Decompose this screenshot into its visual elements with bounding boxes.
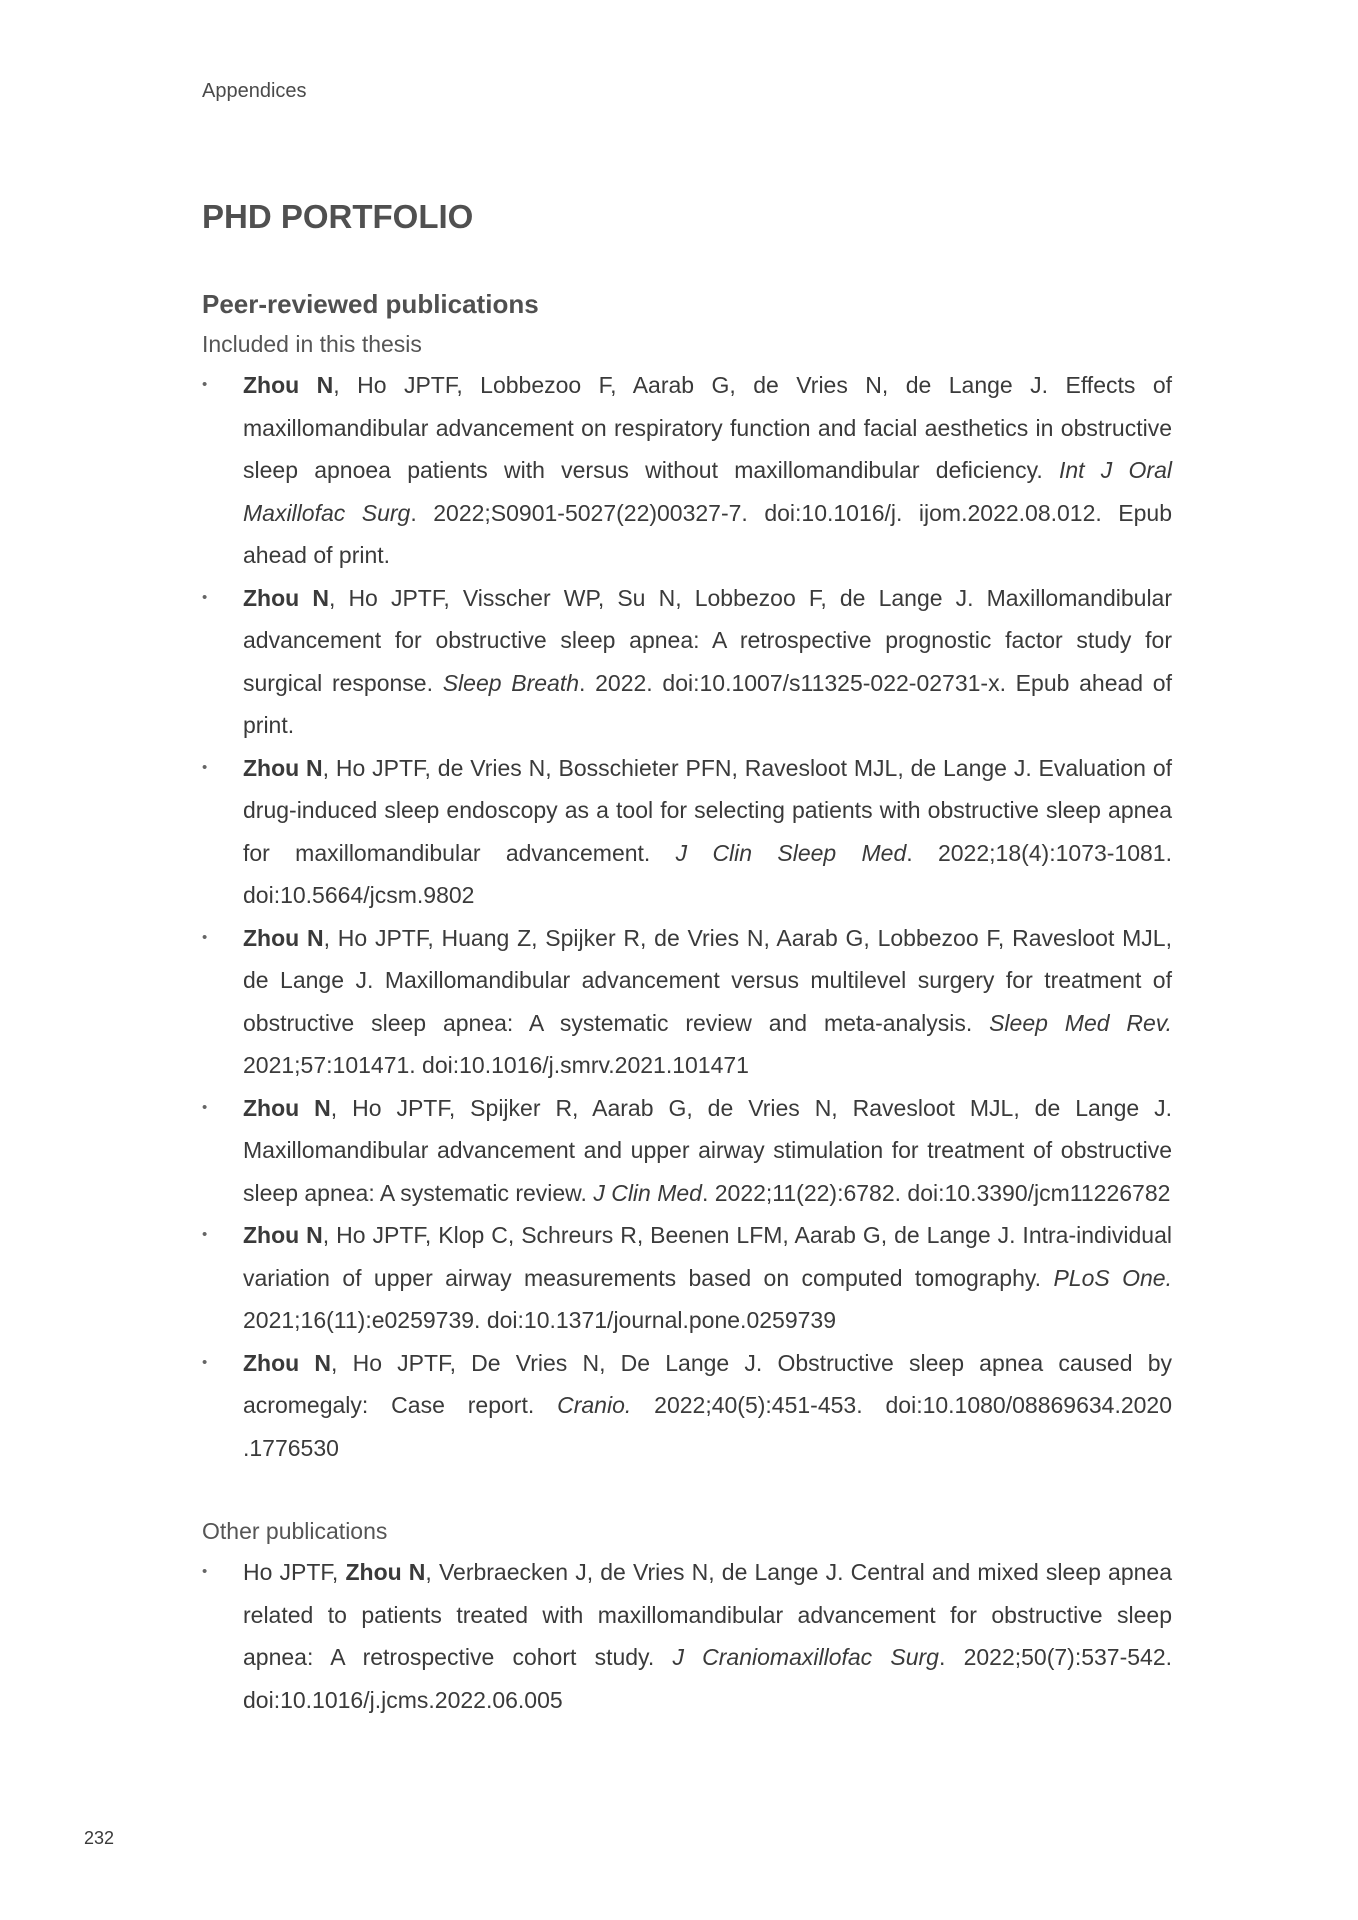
section-heading-peer-reviewed: Peer-reviewed publications [202, 289, 539, 319]
publication-list-other [202, 1551, 1172, 1721]
publication-authors-title: , Ho JPTF, De Vries N, De Lange J. Obstructive sleep apnea caused by acromegaly: Case report. [243, 1349, 1172, 1418]
publication-journal: J Craniomaxillofac Surg [672, 1644, 939, 1670]
publication-journal: Int J Oral Maxillofac Surg [243, 457, 1172, 526]
publication-bold-author: Zhou N [243, 372, 334, 398]
publication-journal: Sleep Breath [442, 669, 580, 696]
publication-bold-author: Zhou N [243, 584, 329, 611]
publication-authors-title: , Ho JPTF, Klop C, Schreurs R, Beenen LFM, Aarab G, de Lange J. Intra-individual variation of upper airway measurements based on computed tomography. [243, 1222, 1173, 1291]
publication-details: 2021;16(11):e0259739. doi:10.1371/journal.pone.0259739 [243, 1307, 836, 1333]
publication-details: . 2022. doi:10.1007/s11325-022-02731-x. Epub ahead of print. [243, 669, 1172, 738]
page-title: PHD PORTFOLIO [202, 198, 474, 235]
publication-item [202, 364, 1172, 577]
publication-journal: J Clin Sleep Med [675, 839, 907, 866]
publication-bold-author: Zhou N [243, 1349, 331, 1376]
publication-authors-title: , Ho JPTF, Lobbezoo F, Aarab G, de Vries N, de Lange J. Effects of maxillomandibular advancement on respiratory function and facial aesthetics in obstructive sleep apnoea patients with versus without maxillomandibular deficiency. [243, 372, 1173, 483]
publication-item [202, 1551, 1172, 1721]
publication-authors-title: , Ho JPTF, Huang Z, Spijker R, de Vries N, Aarab G, Lobbezoo F, Ravesloot MJL, de Lange J. Maxillomandibular advancement versus multilevel surgery for treatment of obstructive sleep apnea: A systematic review and meta-analysis. [243, 924, 1172, 1036]
page-number: 232 [84, 1828, 115, 1848]
running-head: Appendices [202, 80, 307, 102]
publication-details: 2022;40(5):451-453. doi:10.1080/08869634.2020 .1776530 [243, 1392, 1172, 1461]
publication-bold-author: Zhou N [243, 924, 324, 951]
publication-authors-title: , Ho JPTF, Spijker R, Aarab G, de Vries N, Ravesloot MJL, de Lange J. Maxillomandibular advancement and upper airway stimulation for treatment of obstructive sleep apnea: A systematic review. [243, 1094, 1172, 1206]
publication-item [202, 1214, 1172, 1342]
publication-item [202, 747, 1172, 917]
publication-authors-title: , Ho JPTF, Visscher WP, Su N, Lobbezoo F, de Lange J. Maxillomandibular advancement for obstructive sleep apnea: A retrospective prognostic factor study for surgical response. [243, 584, 1173, 696]
publication-item [202, 1087, 1172, 1215]
publication-details: . 2022;S0901-5027(22)00327-7. doi:10.1016/j. ijom.2022.08.012. Epub ahead of print. [243, 499, 1172, 568]
publication-list-included [202, 364, 1172, 1469]
publication-bold-author: Zhou N [243, 754, 323, 781]
publication-authors-title: , Verbraecken J, de Vries N, de Lange J. Central and mixed sleep apnea related to patients treated with maxillomandibular advancement for obstructive sleep apnea: A retrospective cohort study. [243, 1559, 1172, 1670]
subsection-label-included: Included in this thesis [202, 331, 422, 357]
publication-journal: J Clin Med [593, 1179, 702, 1206]
publication-journal: Cranio. [557, 1392, 632, 1418]
publication-details: 2021;57:101471. doi:10.1016/j.smrv.2021.101471 [243, 1052, 749, 1078]
publication-authors-title: , Ho JPTF, de Vries N, Bosschieter PFN, Ravesloot MJL, de Lange J. Evaluation of drug-induced sleep endoscopy as a tool for selecting patients with obstructive sleep apnea for maxillomandibular advancement. [243, 754, 1173, 866]
publication-item [202, 577, 1172, 747]
page-content [202, 192, 1172, 1721]
publication-details: . 2022;50(7):537-542. doi:10.1016/j.jcms.2022.06.005 [243, 1644, 1173, 1713]
publication-details: . 2022;18(4):1073-1081. doi:10.5664/jcsm.9802 [243, 839, 1172, 908]
publication-item [202, 1342, 1172, 1470]
publication-bold-author: Zhou N [243, 1094, 331, 1121]
publication-bold-author: Zhou N [243, 1222, 323, 1248]
publication-journal: PLoS One. [1053, 1264, 1172, 1291]
publication-details: . 2022;11(22):6782. doi:10.3390/jcm11226782 [701, 1179, 1171, 1206]
publication-bold-author: Zhou N [345, 1559, 426, 1585]
publication-journal: Sleep Med Rev. [989, 1009, 1172, 1036]
publication-lead-author: Ho JPTF, [243, 1559, 346, 1585]
publication-item [202, 917, 1172, 1087]
subsection-label-other: Other publications [202, 1518, 388, 1544]
